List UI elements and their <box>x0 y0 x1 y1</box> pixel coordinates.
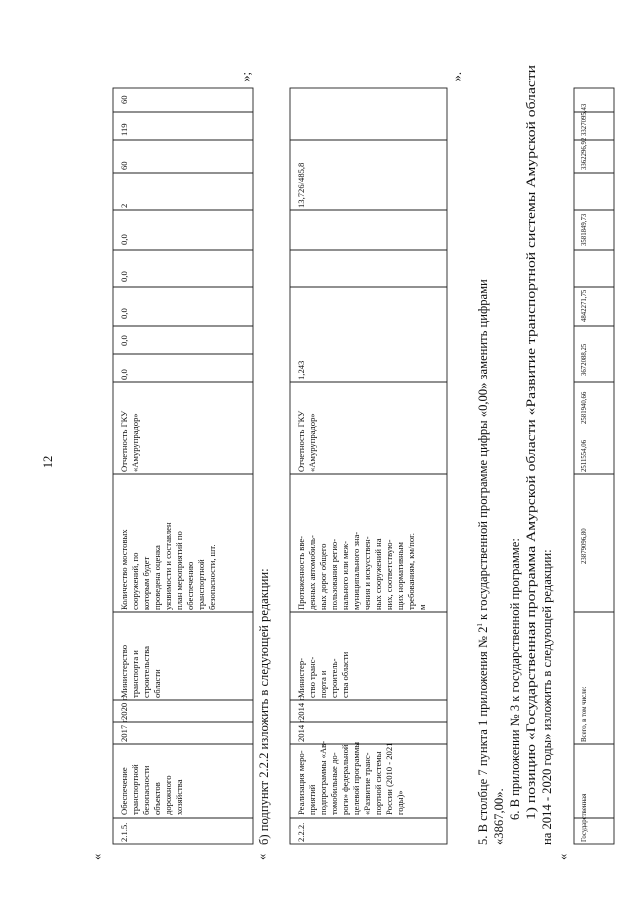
quote-close-1: »; <box>239 72 253 82</box>
table3-value-5: 4842271,75 <box>581 289 588 322</box>
table1-start-year: 2017 г. <box>119 717 129 742</box>
paragraph-6: 6. В приложении № 3 к государственной программе: <box>508 538 522 820</box>
table2-start-year: 2014 г. <box>296 717 306 742</box>
table2-name: Реализация меро- приятий подпрограммы «Ав- томобильные до- роги» федеральной целевой программы «Развитие транс- портной системы России (2010 - 2021 годы)» <box>296 740 405 815</box>
paragraph-6-item-1: 1) позицию «Государственная программа Амурской области «Развитие транспортной системы Амурской области <box>524 210 538 820</box>
quote-open-1: « <box>90 853 104 860</box>
table3-value-3: 2581940,66 <box>581 391 588 424</box>
table1-value-5: 0,0 <box>119 234 129 245</box>
table3-value-8: 3327095,43 <box>581 103 588 136</box>
table1-value-7: 60 <box>119 161 129 170</box>
page-number: 12 <box>41 455 55 469</box>
table2-num: 2.2.2. <box>296 822 306 842</box>
table2-source: Отчетность ГКУ «Амурупрадор» <box>296 410 317 472</box>
table3-value-4: 3672088,25 <box>581 343 588 376</box>
table2-end-year: 2014 г. <box>296 695 306 720</box>
table1-value-4: 0,0 <box>119 271 129 282</box>
quote-open-3: « <box>556 853 570 860</box>
table2-value-1: 1,243 <box>296 360 306 380</box>
table1-source: Отчетность ГКУ «Амурупрадор» <box>119 410 140 472</box>
paragraph-b: б) подпункт 2.2.2 изложить в следующей редакции: <box>257 568 271 845</box>
paragraph-5-line-2: «3867,00». <box>492 788 506 845</box>
table3-label: Государственная <box>581 793 588 842</box>
quote-open-2: « <box>255 853 269 860</box>
table3-value-1: 23879096,80 <box>581 528 588 564</box>
table1-value-6: 2 <box>119 203 129 208</box>
table1-indicator: Количество мостовых сооружений, по которым будет проведена оценка уязвимости и составлен план мероприятий по обеспечению транспортной безопасности, шт. <box>119 522 217 610</box>
table1-executor: Министерство транспорта и строительства области <box>119 645 162 698</box>
table2-value-2: 13,726/485,8 <box>296 162 306 208</box>
table3-value-2: 2511554,06 <box>581 439 588 472</box>
table3-total-label: Всего, в том числе: <box>581 686 588 742</box>
table1-name: Обеспечение транспортной безопасности объектов дорожного хозяйства <box>119 764 184 815</box>
table3-value-7: 3362296,92 <box>581 137 588 170</box>
paragraph-6-item-1-cont: на 2014 - 2020 годы» изложить в следующей редакции: <box>540 549 554 845</box>
table1-value-9: 60 <box>119 95 129 104</box>
table1-num: 2.1.5. <box>119 822 129 842</box>
table1-value-2: 0,0 <box>119 335 129 346</box>
table1-value-3: 0,0 <box>119 308 129 319</box>
table1-value-8: 119 <box>119 123 129 136</box>
paragraph-5-line-1: 5. В столбце 7 пункта 1 приложения № $2^1$ к государственной программе цифры «0,00» заменить цифрами <box>476 279 490 845</box>
table2-indicator: Протяженность вве- денных автомобиль- ных дорог общего пользования регио- нального или меж- муниципального зна- чения и искусствен- ных сооружений на них, соответствую- щих нормативным требованиям, км/пог. м <box>296 531 427 610</box>
table2-executor: Министер- ство транс- порта и строитель- ства области <box>296 651 350 698</box>
table1-value-1: 0,0 <box>119 369 129 380</box>
quote-close-2: ». <box>450 72 464 82</box>
table3-value-6: 3581849,73 <box>581 213 588 246</box>
table1-end-year: 2020 г. <box>119 695 129 720</box>
